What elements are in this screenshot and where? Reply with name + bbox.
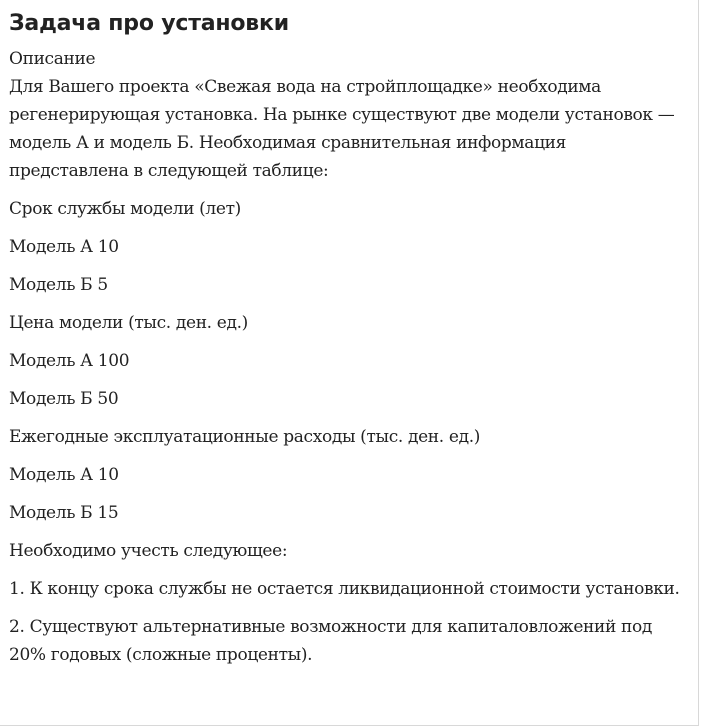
considerations-label: Необходимо учесть следующее: (9, 541, 288, 561)
price-model-b: Модель Б 50 (9, 389, 119, 409)
price-label: Цена модели (тыс. ден. ед.) (9, 313, 248, 333)
service-life-label: Срок службы модели (лет) (9, 199, 241, 219)
operating-costs-model-a: Модель А 10 (9, 465, 119, 485)
intro-paragraph: Для Вашего проекта «Свежая вода на стройплощадке» необходима регенерирующая установка. На рынке существуют две модели установок — модель А и модель Б. Необходимая сравнительная информация представлена в следующей таблице: (9, 77, 675, 181)
operating-costs-model-b: Модель Б 15 (9, 503, 119, 523)
description-label: Описание (9, 49, 96, 69)
service-life-model-b: Модель Б 5 (9, 275, 108, 295)
price-model-a: Модель А 100 (9, 351, 130, 371)
consideration-item-1: 1. К концу срока службы не остается ликвидационной стоимости установки. (9, 579, 680, 599)
operating-costs-label: Ежегодные эксплуатационные расходы (тыс. ден. ед.) (9, 427, 481, 447)
service-life-model-a: Модель А 10 (9, 237, 119, 257)
consideration-item-2: 2. Существуют альтернативные возможности для капиталовложений под 20% годовых (сложные проценты). (9, 617, 653, 665)
page-title: Задача про установки (9, 11, 289, 36)
